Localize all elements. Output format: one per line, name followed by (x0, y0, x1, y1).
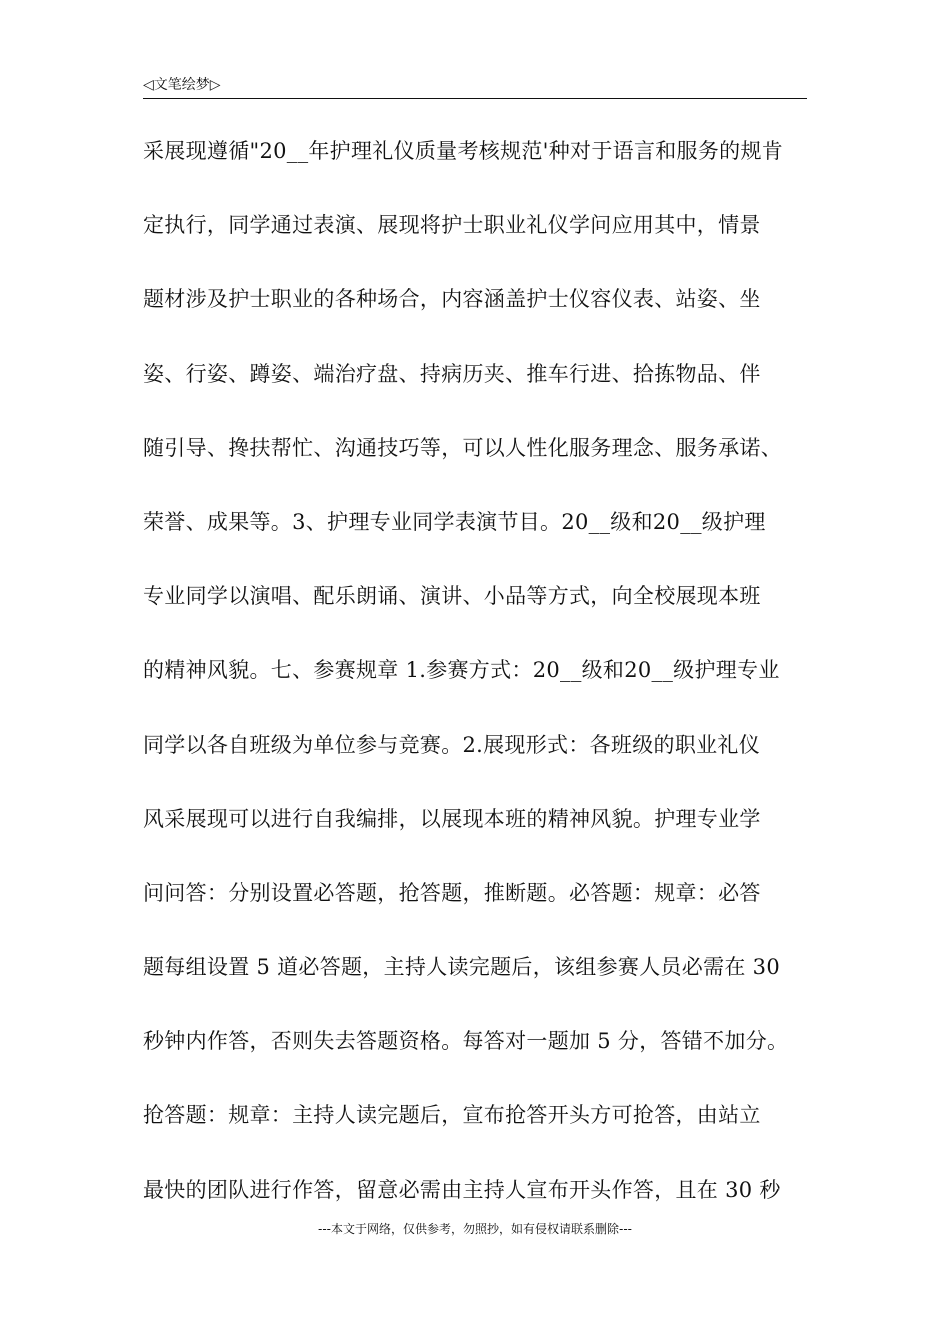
document-body (143, 133, 823, 1246)
text-line: 随引导、搀扶帮忙、沟通技巧等，可以人性化服务理念、服务承诺、 (143, 435, 782, 460)
text-line: 抢答题：规章：主持人读完题后，宣布抢答开头方可抢答，由站立 (143, 1103, 761, 1128)
text-line: 秒钟内作答，否则失去答题资格。每答对一题加 5 分，答错不加分。 (143, 1029, 789, 1054)
text-line: 同学以各自班级为单位参与竞赛。2.展现形式：各班级的职业礼仪 (143, 732, 761, 757)
text-line: 姿、行姿、蹲姿、端治疗盘、持病历夹、推车行进、拾拣物品、伴 (143, 361, 761, 386)
text-line: 问问答：分别设置必答题，抢答题，推断题。必答题：规章：必答 (143, 880, 761, 905)
text-line: 专业同学以演唱、配乐朗诵、演讲、小品等方式，向全校展现本班 (143, 584, 761, 609)
text-line: 定执行，同学通过表演、展现将护士职业礼仪学问应用其中，情景 (143, 213, 761, 238)
text-line: 的精神风貌。七、参赛规章 1.参赛方式：20__级和20__级护理专业 (143, 658, 780, 683)
header-title: ◁文笔绘梦▷ (143, 77, 221, 93)
text-line: 采展现遵循"20__年护理礼仪质量考核规范'种对于语言和服务的规肯 (143, 139, 784, 163)
page-footer: ---本文于网络，仅供参考，勿照抄，如有侵权请联系删除--- (318, 1222, 632, 1236)
text-line: 最快的团队进行作答，留意必需由主持人宣布开头作答，且在 30 秒 (143, 1177, 781, 1202)
text-line: 风采展现可以进行自我编排，以展现本班的精神风貌。护理专业学 (143, 806, 761, 831)
page-header (143, 74, 807, 99)
text-line: 题材涉及护士职业的各种场合，内容涵盖护士仪容仪表、站姿、坐 (143, 287, 761, 312)
text-line: 题每组设置 5 道必答题，主持人读完题后，该组参赛人员必需在 30 (143, 955, 781, 980)
text-line: 荣誉、成果等。3、护理专业同学表演节目。20__级和20__级护理 (143, 509, 766, 534)
